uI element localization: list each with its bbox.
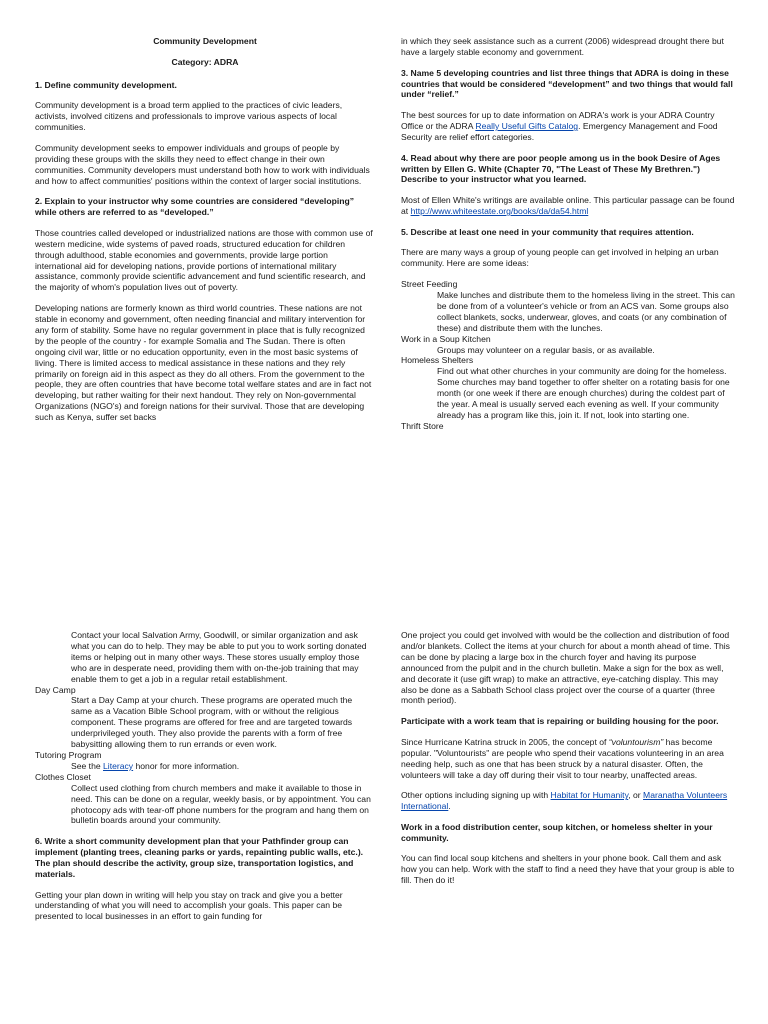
question-2: 2. Explain to your instructor why some countries are considered “developing” while others are referred to as “developed.” [35,196,354,218]
document-title: Community Development [153,36,257,46]
idea-tutoring-text [71,761,375,772]
idea-soup-kitchen-text: Groups may volunteer on a regular basis, or as available. [437,344,655,355]
idea-street-feeding: Street Feeding [401,279,458,290]
idea-thrift-store: Thrift Store [401,420,444,431]
idea-soup-kitchen: Work in a Soup Kitchen [401,333,491,344]
voluntourism-post: has become popular. "Voluntourists" are people who spend their vacations volunteering in an area needing help, such as one that has been struck by a natural disaster. Often, the volunteers will take a day off during their visit to tour nearby, unaffected areas. [401,736,724,780]
q4-answer-text: Most of Ellen White's writings are available online. This particular passage can be found at [401,195,735,217]
q3-answer-text: The best sources for up to date information on ADRA's work is your ADRA Country Office or the ADRA [401,110,715,132]
tutoring-text-post: honor for more information. [133,760,240,771]
question-4: 4. Read about why there are poor people among us in the book Desire of Ages written by Ellen G. White (Chapter 70, "The Least of These My Brethren.") Describe to your instructor what you learned. [401,152,721,185]
q4-answer [401,195,736,217]
idea-homeless-shelters: Homeless Shelters [401,355,474,366]
question-1: 1. Define community development. [35,79,177,90]
page-break [0,585,768,586]
literacy-link[interactable]: Literacy [103,760,134,771]
housing-heading: Participate with a work team that is repairing or building housing for the poor. [401,716,719,727]
whiteestate-link[interactable]: http://www.whiteestate.org/books/da/da54.html [410,206,589,217]
other-options-mid: , or [628,790,644,801]
gifts-catalog-link[interactable]: Really Useful Gifts Catalog [475,121,579,132]
idea-day-camp-text: Start a Day Camp at your church. These programs are operated much the same as a Vacation Bible School program, with or without the religious component. These programs are offered for free and are targeted towards underprivileged youth. They also provide the parents with a form of free babysitting allowing them to run errands or even work. [71,695,353,750]
q1-paragraph-1: Community development is a broad term applied to the practices of civic leaders, activists, involved citizens and professionals to improve various aspects of local communities. [35,100,343,133]
tutoring-text-pre: See the [71,760,104,771]
q1-paragraph-2: Community development seeks to empower individuals and groups of people by providing these groups with the skills they need to effect change in their own communities. Community developers must understand both how to work with individuals and how to affect communities' positions within the context of larger social institutions. [35,142,370,186]
q3-answer-text-end: . Emergency Management and Food Security are relief effort categories. [401,121,718,142]
question-6: 6. Write a short community development plan that your Pathfinder group can implement (planting trees, cleaning parks or yards, repainting public walls, etc.). The plan should describe the activity, group size, transportation logistics, and materials. [35,836,364,879]
other-options-pre: Other options including signing up with [401,790,551,801]
idea-tutoring: Tutoring Program [35,749,102,760]
other-options-paragraph [401,790,736,812]
q2-continued: in which they seek assistance such as a current (2006) widespread drought there but have a largely stable economy and government. [401,36,724,57]
page2-left-column [35,630,375,932]
idea-street-feeding-text: Make lunches and distribute them to the homeless living in the street. This can be done from of a volunteer's vehicle or from an ACS van. Some groups also collect blankets, socks, underwear, gloves, and coats (or any combination of these) and distribute them with the lunches. [437,289,735,333]
page1-right-column [401,36,736,432]
voluntourism-pre: Since Hurricane Katrina struck in 2005, the concept of [401,736,609,747]
question-5: 5. Describe at least one need in your community that requires attention. [401,226,694,237]
q5-intro: There are many ways a group of young people can get involved in helping an urban community. Here are some ideas: [401,247,719,269]
q3-answer [401,110,736,143]
question-3: 3. Name 5 developing countries and list three things that ADRA is doing in these countries that would be considered “development” and two things that would fall under “relief.” [401,67,733,100]
soup-kitchen-paragraph: You can find local soup kitchens and shelters in your phone book. Call them and ask how you can help. Work with the staff to find a need they have that your group is able to fill. Then do it! [401,853,735,886]
voluntourism-term: “voluntourism” [608,736,664,747]
habitat-link[interactable]: Habitat for Humanity [550,790,629,801]
idea-thrift-store-text: Contact your local Salvation Army, Goodwill, or similar organization and ask what you can do to help. They may be able to put you to work sorting donated items or helping out in many other ways. These stores usually employ those who are in desperate need, providing them with on-the-job training that may enable them to get a job in a regular retail establishment. [71,630,367,684]
q2-paragraph-1: Those countries called developed or industrialized nations are those with common use of western medicine, wide systems of paved roads, structured education for children through adulthood, stable economies and governments, provide large portion international aid for developing nations, provide portions of international military assistance, commonly provide scientific advancement and fund scientific research, and the majority of whom's population lives out of poverty. [35,227,373,293]
idea-clothes-closet-text: Collect used clothing from church members and make it available to those in need. This can be done on a regular, weekly basis, or by appointment. You can photocopy ads with tear-off phone numbers for the program and hang them on bulletin boards around your community. [71,782,371,826]
other-options-post: . [448,801,451,812]
food-distribution-heading: Work in a food distribution center, soup kitchen, or homeless shelter in your community. [401,821,713,843]
idea-clothes-closet: Clothes Closet [35,771,91,782]
food-collection-paragraph: One project you could get involved with would be the collection and distribution of food and/or blankets. Collect the items at your church for about a month ahead of time. This can be done by placing a large box in the church foyer and having its purpose announced from the pulpit and in the church bulletin. Make a sign for the box as well, and decorate it (use gift wrap) to make an attractive, eye-catching display. This may also be done as a Sabbath School class project over the course of a quarter (three month period). [401,630,730,706]
page2-right-column [401,630,736,896]
idea-day-camp: Day Camp [35,684,76,695]
document-category: Category: ADRA [171,56,239,67]
voluntourism-paragraph [401,737,736,781]
q2-paragraph-2: Developing nations are formerly known as third world countries. These nations are not stable in economy and government, often needing financial and military intervention for any form of stability. Some have no regular government in place that is fully recognized by the people of the country - for example Somalia and The Sudan. There is often ongoing civil war, little or no education opportunity, even in the most basic systems of living. There is limited access to medical assistance in these nations and they rely primarily on foreign aid in this aspect as they do all others. From the government to the people, they are often countries that have become total welfare states and are in fact not developing, but rather waiting for their next handout. They rely on Non-governmental Organizations (NGO's) and foreign nations for their survival. Those that are developing such as Kenya, suffer set backs [35,303,372,423]
page1-left-column [35,36,375,433]
maranatha-link[interactable]: Maranatha Volunteers International [401,790,728,812]
idea-homeless-shelters-text: Find out what other churches in your community are doing for the homeless. Some churches may band together to offer shelter on a rotating basis for one month (or one week if there are enough churches) during the coldest part of the year. A meal is usually served each evening as well. If your community already has a program like this, join it. If not, look into starting one. [437,366,730,420]
q6-paragraph-1: Getting your plan down in writing will help you stay on track and give you a better understanding of what you will need to accomplish your goals. This paper can be presented to local businesses in an effort to gain funding for [35,889,343,922]
